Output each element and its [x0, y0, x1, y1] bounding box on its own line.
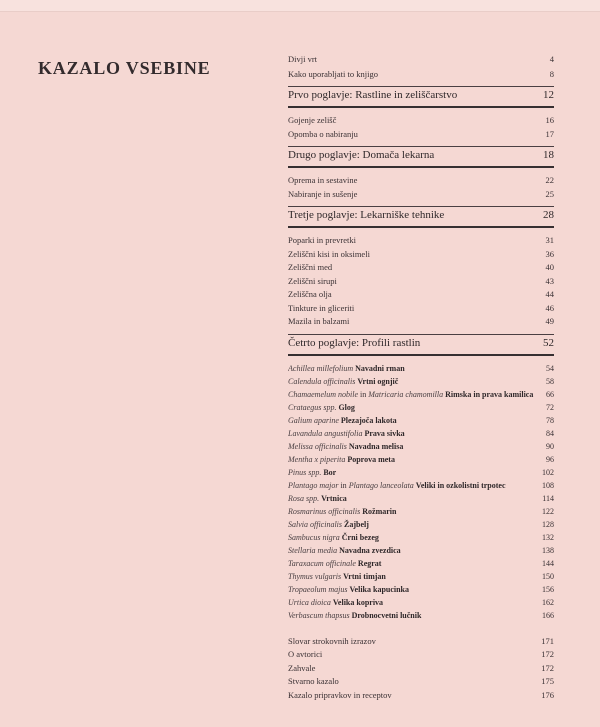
plant-common-name: Navadni rman [355, 363, 405, 373]
toc-plant-label [288, 518, 534, 531]
toc-entry-label: Divji vrt [288, 54, 318, 64]
toc-plant-entry [288, 557, 554, 570]
plant-latin-name: Achillea millefolium [288, 363, 354, 373]
toc-entry-label: Kako uporabljati to knjigo [288, 69, 378, 79]
toc-plant-label [288, 440, 538, 453]
toc-entry-page: 4 [549, 54, 554, 64]
toc-plant-label [288, 453, 538, 466]
toc-entry-label: Mazila in balzami [288, 316, 350, 326]
toc-entry-page: 166 [542, 610, 554, 620]
plant-latin-name: Plantago major [288, 480, 339, 490]
toc-entry-label: Zeliščni kisi in oksimeli [288, 248, 370, 259]
plant-common-name: Navadna zvezdica [339, 545, 401, 555]
toc-entry-label: Nabiranje in sušenje [288, 188, 358, 199]
toc-entry-page: 144 [542, 558, 554, 568]
toc-plant-label [288, 531, 534, 544]
plant-latin-name: Sambucus nigra [288, 532, 340, 542]
toc-entry [288, 114, 554, 128]
toc-entry-page: 171 [541, 635, 554, 646]
toc-plant-label [288, 375, 538, 388]
plant-latin-name: Mentha x piperita [288, 454, 346, 464]
toc-entry-label: O avtorici [288, 649, 323, 659]
plant-latin-name: Tropaeolum majus [288, 584, 348, 594]
toc-plant-label [288, 362, 538, 375]
chapter-heading-page: 52 [543, 336, 554, 349]
toc-plant-entry [288, 609, 554, 622]
toc-entry-label: Oprema in sestavine [288, 175, 358, 185]
toc-plant-entry [288, 466, 554, 479]
plant-latin-name: Thymus vulgaris [288, 571, 342, 581]
plant-latin-name: Stellaria media [288, 545, 338, 555]
toc-plant-entry [288, 414, 554, 427]
toc-plant-label: Chamaemelum nobile in Matricaria chamomilla Rimska in prava kamilica [288, 389, 534, 399]
toc-entry [288, 128, 554, 142]
plant-latin-name: Rosa spp. [288, 493, 320, 503]
toc-entry-page: 44 [545, 289, 554, 299]
toc-entry-page: 175 [541, 676, 554, 686]
plant-latin-name: Galium aparine [288, 415, 339, 425]
plant-profile-list [288, 362, 554, 622]
toc-entry-label: Slovar strokovnih izrazov [288, 635, 376, 646]
chapter-heading-page: 12 [543, 89, 554, 101]
toc-plant-entry [288, 518, 554, 531]
toc-plant-label [288, 544, 534, 557]
toc-plant-label [288, 583, 534, 596]
plant-common-name: Vrtni timjan [343, 571, 386, 581]
plant-latin-name: Urtica dioica [288, 597, 331, 607]
chapter-heading [288, 86, 554, 108]
plant-latin-name: Crataegus spp. [288, 402, 337, 412]
plant-common-name: Glog [338, 402, 355, 412]
plant-common-name: Plezajoča lakota [340, 415, 397, 425]
toc-entry-page: 78 [546, 415, 554, 425]
toc-plant-label [288, 401, 538, 414]
toc-plant-label [288, 609, 534, 622]
plant-common-name: Vrtnica [321, 493, 347, 503]
toc-entry-label: Zahvale [288, 662, 316, 673]
toc-entry-page: 58 [546, 376, 554, 386]
plant-common-name: Velika kopriva [332, 597, 384, 607]
toc-entry [288, 675, 554, 689]
toc-entry-page: 40 [545, 262, 554, 272]
plant-common-name: Veliki in ozkolistni trpotec [415, 480, 506, 490]
toc-entry-label: Stvarno kazalo [288, 676, 339, 686]
toc-entry-page: 16 [545, 115, 554, 125]
plant-latin-name: Taraxacum officinale [288, 558, 356, 568]
plant-common-name: Poprova meta [347, 454, 395, 464]
toc-plant-label [288, 414, 538, 427]
toc-entry-page: 176 [541, 689, 554, 700]
plant-common-name: Bor [323, 467, 337, 477]
plant-common-name: Velika kapucinka [349, 584, 410, 594]
chapter-heading-label: Prvo poglavje: Rastline in zeliščarstvo [288, 89, 458, 101]
toc-back-list [288, 635, 554, 703]
chapter-heading-label: Četrto poglavje: Profili rastlin [288, 336, 421, 349]
toc-plant-entry [288, 570, 554, 583]
toc-entry-page: 31 [545, 235, 554, 245]
toc-entry-page: 90 [546, 441, 554, 451]
plant-latin-name: Verbascum thapsus [288, 610, 350, 620]
toc-entry-page: 132 [542, 532, 554, 542]
plant-latin-name: Rosmarinus officinalis [288, 506, 361, 516]
toc-entry [288, 648, 554, 662]
plant-common-name: Vrtni ognjič [357, 376, 399, 386]
toc-entry [288, 261, 554, 275]
plant-latin-name: Plantago lanceolata [348, 480, 414, 490]
toc-entry-page: 122 [542, 506, 554, 516]
toc-plant-label [288, 427, 538, 440]
page-title: KAZALO VSEBINE [38, 58, 211, 79]
toc-entry-label: Kazalo pripravkov in receptov [288, 689, 392, 700]
plant-common-name: Žajbelj [344, 519, 369, 529]
table-of-contents [288, 48, 554, 702]
toc-entry-label: Opomba o nabiranju [288, 128, 358, 139]
toc-plant-entry [288, 492, 554, 505]
toc-plant-entry [288, 427, 554, 440]
toc-entry [288, 288, 554, 302]
chapter-heading-page: 28 [543, 209, 554, 221]
toc-entry-page: 138 [542, 545, 554, 555]
toc-plant-entry [288, 583, 554, 596]
toc-entry-page: 17 [545, 128, 554, 139]
toc-plant-entry [288, 544, 554, 557]
toc-entry-page: 172 [541, 649, 554, 659]
toc-entry-page: 66 [546, 389, 554, 399]
toc-entry-page: 128 [542, 519, 554, 529]
toc-entry-page: 102 [542, 467, 554, 477]
toc-entry-label: Gojenje zelišč [288, 115, 337, 125]
plant-latin-name: Matricaria chamomilla [368, 389, 444, 399]
toc-entry [288, 662, 554, 676]
toc-plant-entry [288, 375, 554, 388]
chapter-item-list [288, 174, 554, 201]
toc-entry [288, 234, 554, 248]
plant-common-name: Regrat [357, 558, 382, 568]
plant-latin-name: Chamaemelum nobile [288, 389, 358, 399]
toc-entry-page: 46 [545, 302, 554, 313]
toc-entry-page: 43 [545, 275, 554, 286]
plant-latin-name: Lavandula angustifolia [288, 428, 363, 438]
toc-plant-label [288, 596, 534, 609]
chapter-item-list [288, 114, 554, 141]
chapter-heading [288, 146, 554, 168]
toc-entry-page: 72 [546, 402, 554, 412]
toc-plant-entry [288, 531, 554, 544]
plant-common-name: Rožmarin [362, 506, 397, 516]
toc-entry-page: 49 [545, 316, 554, 326]
plant-common-name: Rimska in prava kamilica [445, 389, 534, 399]
chapter-heading [288, 334, 554, 356]
chapter-heading-label: Drugo poglavje: Domača lekarna [288, 149, 435, 161]
plant-latin-name: Salvia officinalis [288, 519, 342, 529]
toc-plant-label [288, 570, 534, 583]
toc-entry-page: 25 [545, 188, 554, 199]
toc-plant-entry [288, 388, 554, 401]
toc-entry-page: 22 [545, 175, 554, 185]
toc-entry-page: 150 [542, 571, 554, 581]
toc-entry [288, 248, 554, 262]
toc-entry [288, 302, 554, 316]
toc-plant-label [288, 505, 534, 518]
toc-entry [288, 315, 554, 329]
toc-entry-label: Zeliščni sirupi [288, 275, 337, 286]
toc-entry [288, 635, 554, 649]
toc-entry-label: Tinkture in gliceriti [288, 302, 355, 313]
toc-plant-label [288, 492, 534, 505]
toc-entry-label: Zeliščni med [288, 262, 333, 272]
toc-plant-label [288, 466, 534, 479]
toc-entry [288, 188, 554, 202]
toc-plant-entry [288, 596, 554, 609]
toc-entry-page: 36 [545, 248, 554, 259]
toc-plant-entry [288, 479, 554, 492]
toc-entry-page: 172 [541, 662, 554, 673]
toc-plant-entry [288, 505, 554, 518]
toc-entry [288, 689, 554, 703]
toc-entry-page: 96 [546, 454, 554, 464]
chapter-heading-page: 18 [543, 149, 554, 161]
plant-common-name: Črni bezeg [341, 532, 379, 542]
plant-latin-name: Pinus spp. [288, 467, 322, 477]
toc-plant-entry [288, 401, 554, 414]
toc-plant-label [288, 557, 534, 570]
toc-plant-entry [288, 440, 554, 453]
toc-entry [288, 52, 554, 67]
plant-latin-name: Calendula officinalis [288, 376, 356, 386]
toc-entry-page: 162 [542, 597, 554, 607]
plant-common-name: Navadna melisa [348, 441, 404, 451]
toc-entry [288, 174, 554, 188]
toc-entry-page: 156 [542, 584, 554, 594]
toc-entry-page: 8 [549, 69, 554, 79]
chapter-heading [288, 206, 554, 228]
toc-entry-page: 54 [546, 363, 554, 373]
plant-common-name: Prava sivka [364, 428, 405, 438]
toc-front-list [288, 52, 554, 82]
toc-plant-entry [288, 453, 554, 466]
chapter-item-list [288, 234, 554, 329]
page-top-edge [0, 0, 600, 12]
chapter-heading-label: Tretje poglavje: Lekarniške tehnike [288, 209, 445, 221]
toc-entry [288, 67, 554, 82]
toc-entry-label: Zeliščna olja [288, 289, 332, 299]
toc-plant-entry [288, 362, 554, 375]
toc-entry-page: 108 [542, 480, 554, 490]
plant-latin-name: Melissa officinalis [288, 441, 347, 451]
toc-entry-page: 114 [542, 493, 554, 503]
toc-entry-page: 84 [546, 428, 554, 438]
toc-entry-label: Poparki in prevretki [288, 235, 356, 245]
plant-common-name: Drobnocvetni lučnik [351, 610, 422, 620]
toc-entry [288, 275, 554, 289]
toc-plant-label: Plantago major in Plantago lanceolata Veliki in ozkolistni trpotec [288, 480, 506, 490]
